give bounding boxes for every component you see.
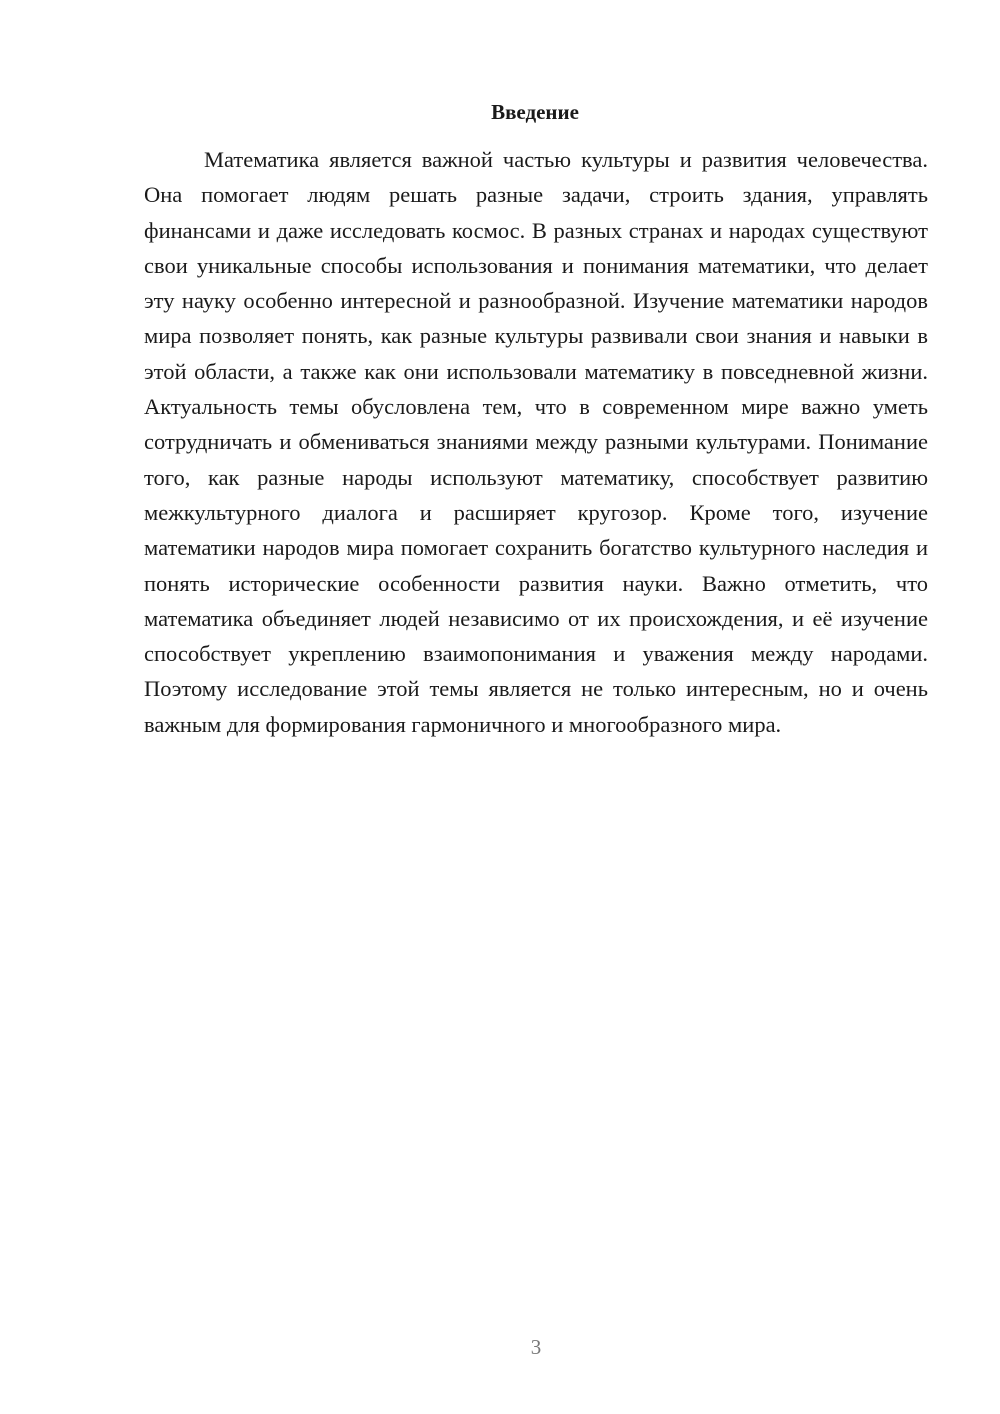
body-paragraph: Математика является важной частью культуры и развития человечества. Она помогает людям решать разные задачи, строить здания, управлять финансами и даже исследовать космос. В разных странах и народах существуют свои уникальные способы использования и понимания математики, что делает эту науку особенно интересной и разнообразной. Изучение математики народов мира позволяет понять, как разные культуры развивали свои знания и навыки в этой области, а также как они использовали математику в повседневной жизни. Актуальность темы обусловлена тем, что в современном мире важно уметь сотрудничать и обмениваться знаниями между разными культурами. Понимание того, как разные народы используют математику, способствует развитию межкультурного диалога и расширяет кругозор. Кроме того, изучение математики народов мира помогает сохранить богатство культурного наследия и понять исторические особенности развития науки. Важно отметить, что математика объединяет людей независимо от их происхождения, и её изучение способствует укреплению взаимопонимания и уважения между народами. Поэтому исследование этой темы является не только интересным, но и очень важным для формирования гармоничного и многообразного мира. (144, 147, 928, 737)
section-heading: Введение (491, 100, 579, 124)
page-number: 3 (530, 1335, 542, 1359)
